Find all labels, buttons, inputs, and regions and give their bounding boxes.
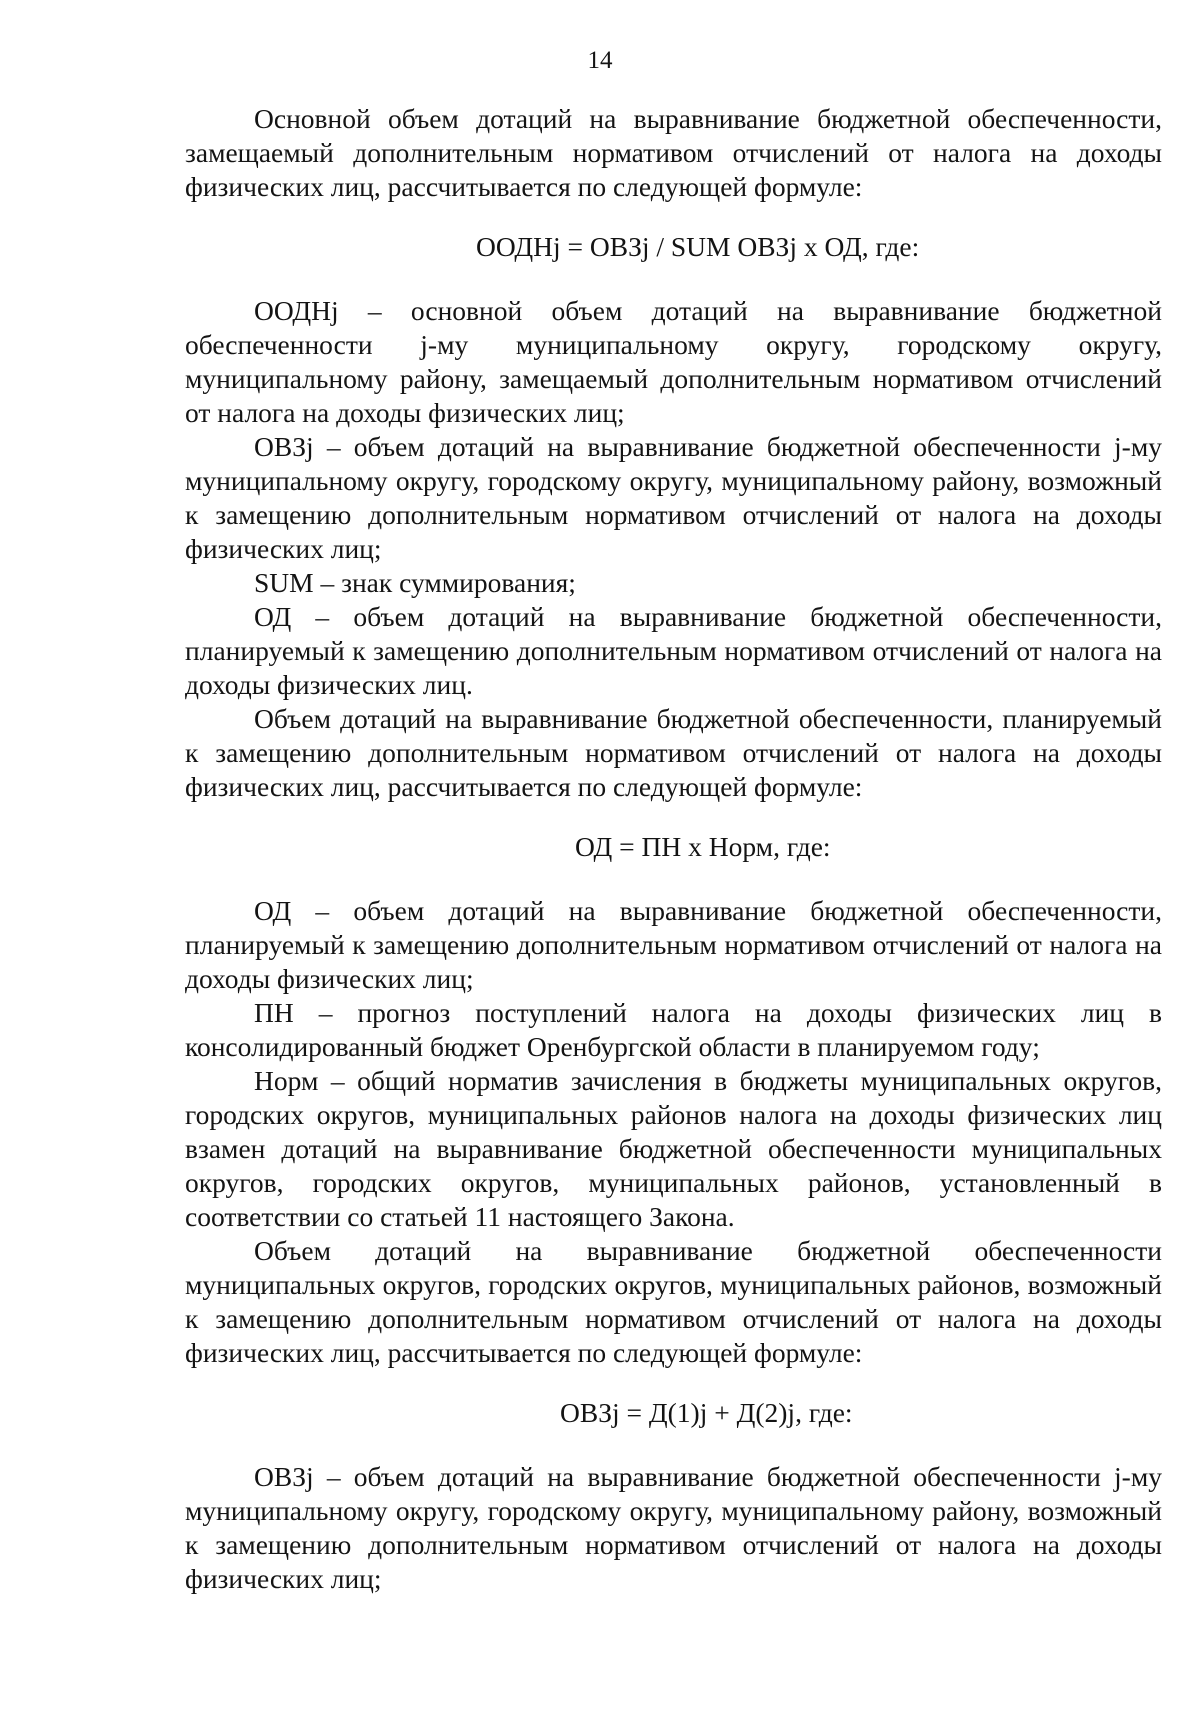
definition-ovzj-2: ОВЗj – объем дотаций на выравнивание бюджетной обеспеченности j-му муниципальному округу, городскому округу, муниципальному району, возможный к замещению дополнительным нормативом отчислений от налога на доходы физических лиц; (185, 1461, 1162, 1594)
formula-oodnj: ООДНj = ОВЗj / SUM ОВЗj х ОД, где: (476, 231, 920, 262)
formula-od: ОД = ПН х Норм, где: (575, 831, 831, 862)
definition-sum: SUM – знак суммирования; (254, 567, 576, 598)
paragraph-intro: Основной объем дотаций на выравнивание бюджетной обеспеченности, замещаемый дополнительным нормативом отчислений от налога на доходы физических лиц, рассчитывается по следующей формуле: (185, 103, 1162, 202)
page-number: 14 (587, 47, 613, 74)
definition-ovzj: ОВЗj – объем дотаций на выравнивание бюджетной обеспеченности j-му муниципальному округу, городскому округу, муниципальному району, возможный к замещению дополнительным нормативом отчислений от налога на доходы физических лиц; (185, 431, 1162, 564)
definition-od: ОД – объем дотаций на выравнивание бюджетной обеспеченности, планируемый к замещению дополнительным нормативом отчислений от налога на доходы физических лиц. (185, 601, 1162, 700)
definition-oodnj: ООДНj – основной объем дотаций на выравнивание бюджетной обеспеченности j-му муниципальному округу, городскому округу, муниципальному району, замещаемый дополнительным нормативом отчислений от налога на доходы физических лиц; (185, 295, 1162, 428)
definition-norm: Норм – общий норматив зачисления в бюджеты муниципальных округов, городских округов, муниципальных районов налога на доходы физических лиц взамен дотаций на выравнивание бюджетной обеспеченности муниципальных округов, городских округов, муниципальных районов, установленный в соответствии со статьей 11 настоящего Закона. (185, 1065, 1162, 1232)
document-body (185, 102, 1162, 1596)
paragraph-od-intro: Объем дотаций на выравнивание бюджетной обеспеченности, планируемый к замещению дополнительным нормативом отчислений от налога на доходы физических лиц, рассчитывается по следующей формуле: (185, 703, 1162, 802)
formula-ovzj: ОВЗj = Д(1)j + Д(2)j, где: (560, 1397, 853, 1428)
paragraph-ovzj-intro: Объем дотаций на выравнивание бюджетной обеспеченности муниципальных округов, городских округов, муниципальных районов, возможный к замещению дополнительным нормативом отчислений от налога на доходы физических лиц, рассчитывается по следующей формуле: (185, 1235, 1162, 1368)
definition-od-2: ОД – объем дотаций на выравнивание бюджетной обеспеченности, планируемый к замещению дополнительным нормативом отчислений от налога на доходы физических лиц; (185, 895, 1162, 994)
definition-pn: ПН – прогноз поступлений налога на доходы физических лиц в консолидированный бюджет Оренбургской области в планируемом году; (185, 997, 1162, 1062)
